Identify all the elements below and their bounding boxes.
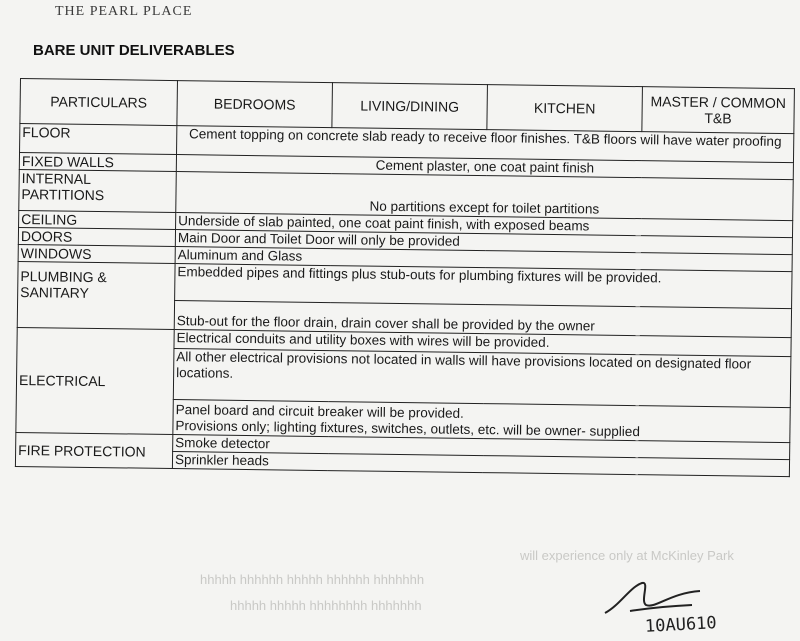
label-electrical: ELECTRICAL [16,327,174,434]
value-electrical-3: Panel board and circuit breaker will be provided. [175,402,464,421]
header-living-dining: LIVING/DINING [332,83,488,130]
brand-name: THE PEARL PLACE [55,4,193,19]
value-fixed-walls: Cement plaster, one coat paint finish [176,155,793,180]
value-plumbing-1: Embedded pipes and fittings plus stub-outs for plumbing fixtures will be provided. [175,264,792,309]
value-ceiling: Underside of slab painted, one coat paint finish, with exposed beams [176,213,793,238]
value-windows: Aluminum and Glass [175,247,792,272]
header-particulars: PARTICULARS [20,79,178,126]
label-fire-protection: FIRE PROTECTION [15,432,172,468]
label-fixed-walls: FIXED WALLS [19,153,176,172]
bleed-through-text: hhhhh hhhhh hhhhhhhh hhhhhhh [230,598,422,613]
label-ceiling: CEILING [19,210,176,229]
label-doors: DOORS [18,227,175,246]
header-bedrooms: BEDROOMS [177,81,333,128]
handwritten-code: 10AU610 [644,613,718,637]
value-electrical-4: Provisions only; lighting fixtures, switches, outlets, etc. will be owner- supplied [175,418,640,440]
label-windows: WINDOWS [18,244,175,263]
header-master-common-tb: MASTER / COMMON T&B [642,87,795,134]
value-electrical-2: All other electrical provisions not located in walls will have provisions located on designated floor locations. [173,349,791,408]
label-plumbing: PLUMBING & SANITARY [17,261,175,329]
value-floor: Cement topping on concrete slab ready to receive floor finishes. T&B floors will have water proofing [177,126,794,163]
signature [600,575,710,620]
value-internal-partitions: No partitions except for toilet partitions [176,172,793,221]
header-kitchen: KITCHEN [487,85,643,132]
value-doors: Main Door and Toilet Door will only be provided [175,230,792,255]
value-plumbing-2: Stub-out for the floor drain, drain cover shall be provided by the owner [174,301,791,338]
bleed-through-text: hhhhh hhhhhh hhhhh hhhhhh hhhhhhh [200,572,425,587]
page-title: BARE UNIT DELIVERABLES [33,42,235,59]
value-fire-2: Sprinkler heads [172,452,789,477]
value-electrical-1: Electrical conduits and utility boxes with wires will be provided. [174,330,791,357]
label-floor: FLOOR [20,124,177,155]
bleed-through-text: will experience only at McKinley Park [520,548,734,563]
label-internal-partitions: INTERNAL PARTITIONS [19,169,177,212]
value-fire-1: Smoke detector [173,435,790,460]
deliverables-table [15,78,795,477]
